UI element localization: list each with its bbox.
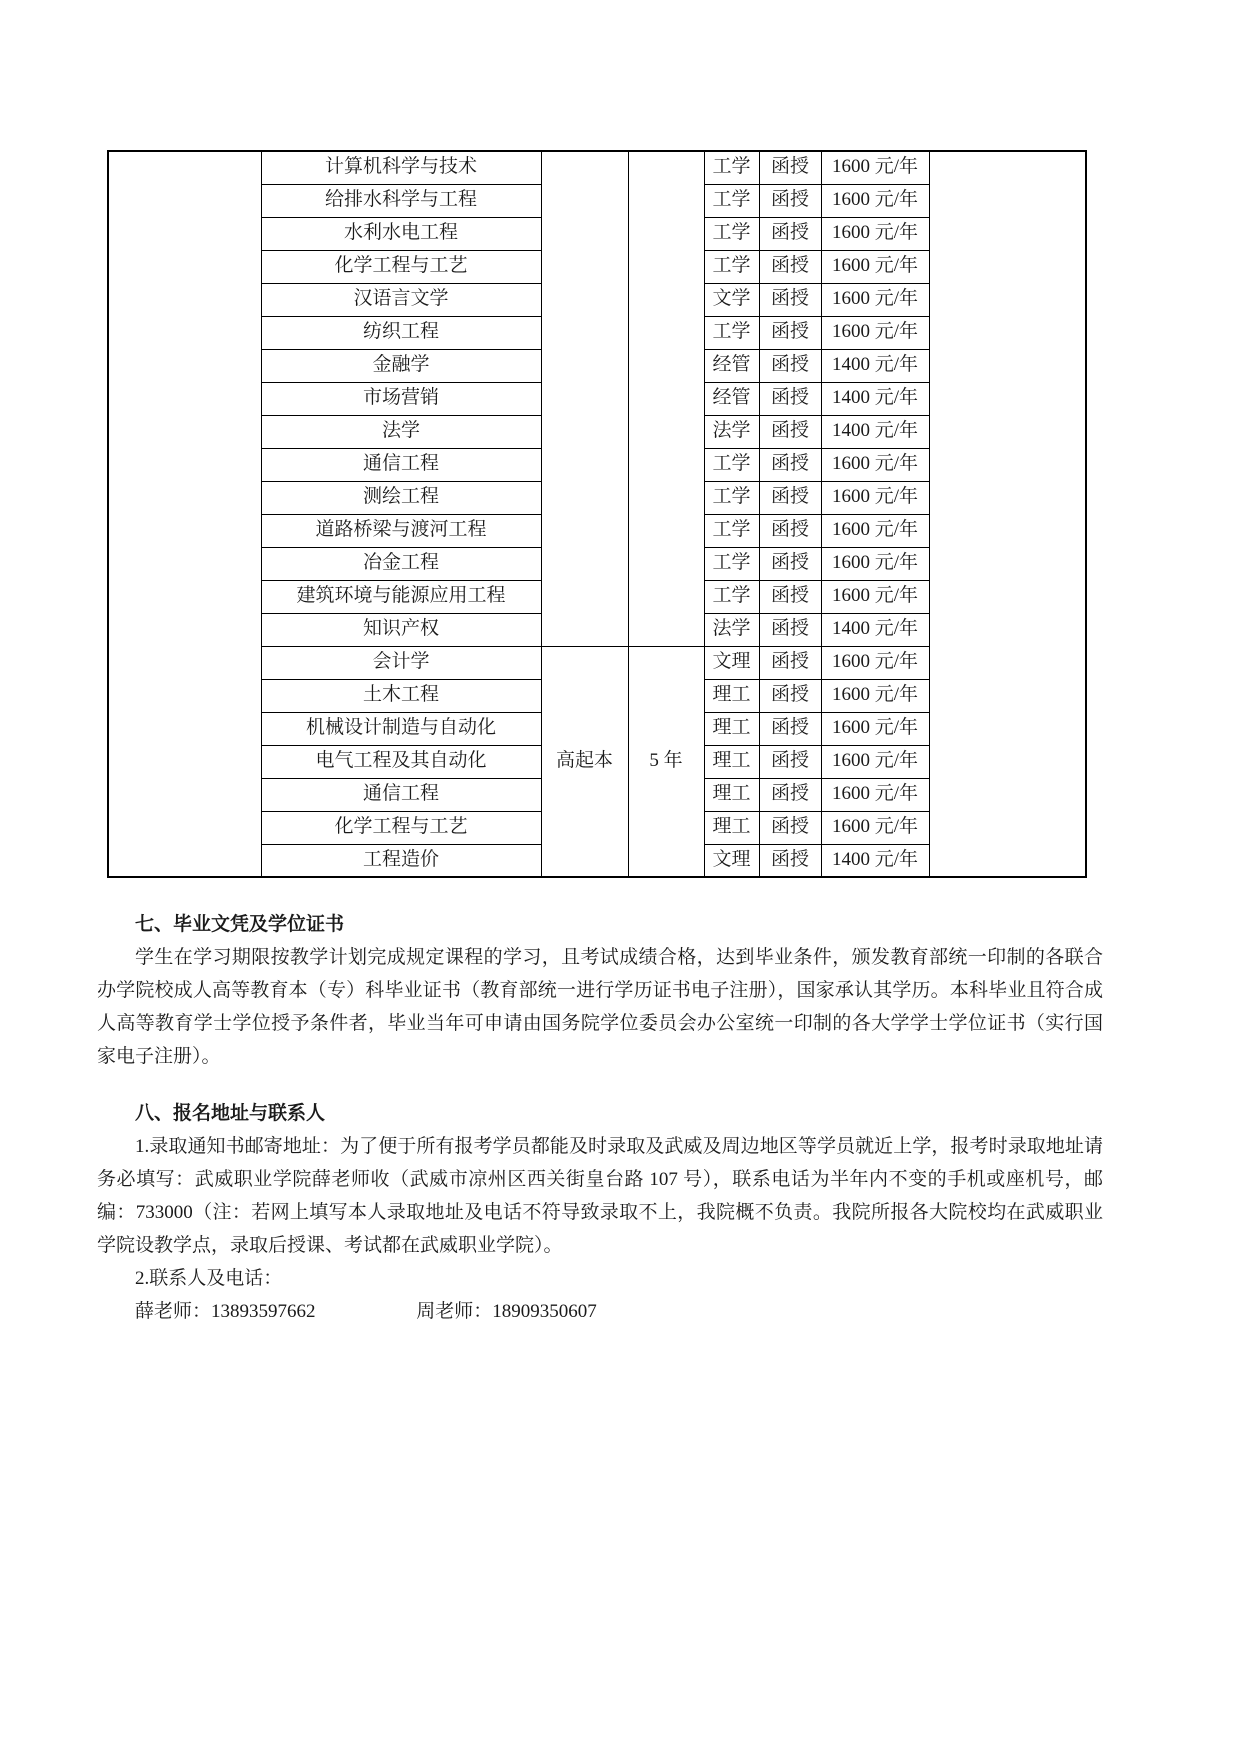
major-cell: 机械设计制造与自动化 bbox=[261, 712, 541, 745]
category-cell: 理工 bbox=[704, 811, 759, 844]
major-cell: 通信工程 bbox=[261, 778, 541, 811]
school-cell bbox=[108, 151, 261, 877]
major-cell: 土木工程 bbox=[261, 679, 541, 712]
category-cell: 工学 bbox=[704, 217, 759, 250]
duration-cell: 5 年 bbox=[628, 646, 704, 877]
major-cell: 电气工程及其自动化 bbox=[261, 745, 541, 778]
tuition-cell: 1600 元/年 bbox=[821, 217, 929, 250]
major-cell: 通信工程 bbox=[261, 448, 541, 481]
tuition-cell: 1600 元/年 bbox=[821, 712, 929, 745]
tuition-cell: 1400 元/年 bbox=[821, 844, 929, 877]
study-form-cell: 函授 bbox=[759, 580, 821, 613]
study-form-cell: 函授 bbox=[759, 316, 821, 349]
category-cell: 工学 bbox=[704, 580, 759, 613]
major-cell: 知识产权 bbox=[261, 613, 541, 646]
remarks-cell bbox=[929, 151, 1086, 877]
major-cell: 化学工程与工艺 bbox=[261, 250, 541, 283]
category-cell: 工学 bbox=[704, 481, 759, 514]
category-cell: 法学 bbox=[704, 415, 759, 448]
text-sections bbox=[97, 908, 1103, 1328]
study-form-cell: 函授 bbox=[759, 283, 821, 316]
tuition-cell: 1600 元/年 bbox=[821, 646, 929, 679]
category-cell: 工学 bbox=[704, 250, 759, 283]
major-cell: 化学工程与工艺 bbox=[261, 811, 541, 844]
category-cell: 经管 bbox=[704, 349, 759, 382]
study-form-cell: 函授 bbox=[759, 547, 821, 580]
duration-cell bbox=[628, 151, 704, 646]
category-cell: 法学 bbox=[704, 613, 759, 646]
category-cell: 文学 bbox=[704, 283, 759, 316]
tuition-cell: 1600 元/年 bbox=[821, 811, 929, 844]
study-form-cell: 函授 bbox=[759, 646, 821, 679]
major-cell: 汉语言文学 bbox=[261, 283, 541, 316]
tuition-cell: 1400 元/年 bbox=[821, 349, 929, 382]
major-cell: 水利水电工程 bbox=[261, 217, 541, 250]
study-form-cell: 函授 bbox=[759, 250, 821, 283]
major-cell: 给排水科学与工程 bbox=[261, 184, 541, 217]
section-7-heading: 七、毕业文凭及学位证书 bbox=[135, 914, 345, 935]
study-form-cell: 函授 bbox=[759, 151, 821, 184]
study-form-cell: 函授 bbox=[759, 415, 821, 448]
category-cell: 工学 bbox=[704, 514, 759, 547]
tuition-cell: 1400 元/年 bbox=[821, 415, 929, 448]
major-cell: 工程造价 bbox=[261, 844, 541, 877]
tuition-cell: 1600 元/年 bbox=[821, 448, 929, 481]
study-form-cell: 函授 bbox=[759, 778, 821, 811]
tuition-cell: 1400 元/年 bbox=[821, 382, 929, 415]
study-form-cell: 函授 bbox=[759, 811, 821, 844]
study-form-cell: 函授 bbox=[759, 514, 821, 547]
study-form-cell: 函授 bbox=[759, 745, 821, 778]
category-cell: 工学 bbox=[704, 547, 759, 580]
category-cell: 理工 bbox=[704, 679, 759, 712]
tuition-cell: 1600 元/年 bbox=[821, 514, 929, 547]
major-cell: 法学 bbox=[261, 415, 541, 448]
major-cell: 金融学 bbox=[261, 349, 541, 382]
tuition-cell: 1600 元/年 bbox=[821, 250, 929, 283]
tuition-cell: 1400 元/年 bbox=[821, 613, 929, 646]
tuition-cell: 1600 元/年 bbox=[821, 547, 929, 580]
tuition-cell: 1600 元/年 bbox=[821, 580, 929, 613]
major-cell: 纺织工程 bbox=[261, 316, 541, 349]
level-cell bbox=[541, 151, 628, 646]
tuition-cell: 1600 元/年 bbox=[821, 745, 929, 778]
section-7-paragraph: 学生在学习期限按教学计划完成规定课程的学习，且考试成绩合格，达到毕业条件，颁发教育部统一印制的各联合办学院校成人高等教育本（专）科毕业证书（教育部统一进行学历证书电子注册），国家承认其学历。本科毕业且符合成人高等教育学士学位授予条件者，毕业当年可申请由国务院学位委员会办公室统一印制的各大学学士学位证书（实行国家电子注册）。 bbox=[97, 947, 1103, 1067]
tuition-cell: 1600 元/年 bbox=[821, 481, 929, 514]
section-8-heading: 八、报名地址与联系人 bbox=[135, 1103, 326, 1124]
study-form-cell: 函授 bbox=[759, 184, 821, 217]
study-form-cell: 函授 bbox=[759, 382, 821, 415]
major-cell: 市场营销 bbox=[261, 382, 541, 415]
level-cell: 高起本 bbox=[541, 646, 628, 877]
major-cell: 建筑环境与能源应用工程 bbox=[261, 580, 541, 613]
contact-teacher-xue: 薛老师：13893597662 bbox=[135, 1301, 316, 1322]
study-form-cell: 函授 bbox=[759, 844, 821, 877]
major-cell: 计算机科学与技术 bbox=[261, 151, 541, 184]
category-cell: 工学 bbox=[704, 448, 759, 481]
major-cell: 道路桥梁与渡河工程 bbox=[261, 514, 541, 547]
category-cell: 理工 bbox=[704, 712, 759, 745]
study-form-cell: 函授 bbox=[759, 448, 821, 481]
tuition-cell: 1600 元/年 bbox=[821, 151, 929, 184]
tuition-cell: 1600 元/年 bbox=[821, 283, 929, 316]
table-row bbox=[108, 151, 1086, 184]
category-cell: 工学 bbox=[704, 316, 759, 349]
study-form-cell: 函授 bbox=[759, 712, 821, 745]
tuition-cell: 1600 元/年 bbox=[821, 778, 929, 811]
study-form-cell: 函授 bbox=[759, 679, 821, 712]
category-cell: 工学 bbox=[704, 151, 759, 184]
major-cell: 测绘工程 bbox=[261, 481, 541, 514]
category-cell: 经管 bbox=[704, 382, 759, 415]
category-cell: 工学 bbox=[704, 184, 759, 217]
tuition-cell: 1600 元/年 bbox=[821, 316, 929, 349]
study-form-cell: 函授 bbox=[759, 481, 821, 514]
category-cell: 理工 bbox=[704, 745, 759, 778]
contact-list-label: 2.联系人及电话： bbox=[135, 1268, 283, 1289]
registration-address-paragraph: 1.录取通知书邮寄地址：为了便于所有报考学员都能及时录取及武威及周边地区等学员就近上学，报考时录取地址请务必填写：武威职业学院薛老师收（武威市凉州区西关街皇台路 107 号），联系电话为半年内不变的手机或座机号，邮编：733000（注：若网上填写本人录取地址及电话不符导致录取不上，我院概不负责。我院所报各大院校均在武威职业学院设教学点，录取后授课、考试都在武威职业学院）。 bbox=[97, 1136, 1103, 1256]
programs-table bbox=[107, 150, 1087, 878]
category-cell: 理工 bbox=[704, 778, 759, 811]
major-cell: 冶金工程 bbox=[261, 547, 541, 580]
contact-numbers-line bbox=[97, 1295, 1103, 1328]
tuition-cell: 1600 元/年 bbox=[821, 184, 929, 217]
major-cell: 会计学 bbox=[261, 646, 541, 679]
contact-teacher-zhou: 周老师：18909350607 bbox=[416, 1301, 597, 1322]
tuition-cell: 1600 元/年 bbox=[821, 679, 929, 712]
study-form-cell: 函授 bbox=[759, 349, 821, 382]
study-form-cell: 函授 bbox=[759, 217, 821, 250]
category-cell: 文理 bbox=[704, 646, 759, 679]
study-form-cell: 函授 bbox=[759, 613, 821, 646]
category-cell: 文理 bbox=[704, 844, 759, 877]
